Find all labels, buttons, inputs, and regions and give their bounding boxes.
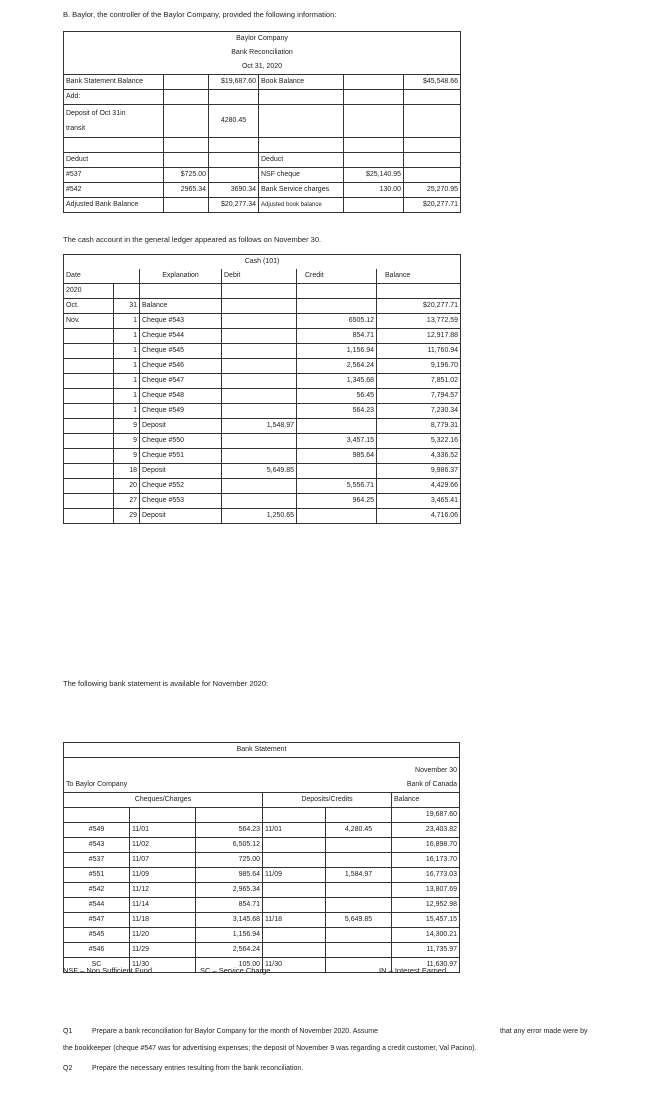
statement-deposit-amount: 5,649.85 (326, 913, 392, 928)
intro-text: B. Baylor, the controller of the Baylor Company, provided the following information: (63, 10, 337, 19)
deposits-header: Deposits/Credits (263, 793, 392, 808)
ledger-debit (222, 404, 297, 419)
bank-balance-label: Bank Statement Balance (64, 75, 164, 90)
ledger-debit (222, 314, 297, 329)
statement-row (64, 928, 460, 943)
statement-balance: 16,898.70 (392, 838, 460, 853)
ledger-debit: 1,250.65 (222, 509, 297, 524)
statement-row (64, 898, 460, 913)
ledger-row (64, 464, 461, 479)
statement-deposit-amount (326, 883, 392, 898)
ledger-credit: 1,156.94 (297, 344, 377, 359)
ledger-balance: 9,196.70 (377, 359, 461, 374)
book-balance-label: Book Balance (259, 75, 344, 90)
ledger-month (64, 344, 114, 359)
ledger-row (64, 389, 461, 404)
ledger-explanation: Cheque #550 (140, 434, 222, 449)
statement-deposit-date: 11/18 (263, 913, 326, 928)
ledger-explanation: Balance (140, 299, 222, 314)
ledger-row (64, 449, 461, 464)
statement-deposit-date (263, 838, 326, 853)
statement-balance: 14,300.21 (392, 928, 460, 943)
ledger-day: 1 (114, 389, 140, 404)
ledger-debit (222, 329, 297, 344)
ledger-debit (222, 359, 297, 374)
ledger-debit (222, 374, 297, 389)
deduct-total: 3690.34 (209, 183, 259, 198)
bank-service-amount: 130.00 (344, 183, 404, 198)
ledger-month (64, 389, 114, 404)
q1-label: Q1 (63, 1028, 73, 1035)
add-label: Add: (64, 90, 164, 105)
ledger-explanation: Cheque #546 (140, 359, 222, 374)
statement-cheque-no: #546 (64, 943, 130, 958)
ledger-day: 9 (114, 434, 140, 449)
ledger-row (64, 434, 461, 449)
statement-row (64, 943, 460, 958)
statement-row (64, 823, 460, 838)
statement-balance: 15,457.15 (392, 913, 460, 928)
ledger-explanation: Deposit (140, 509, 222, 524)
ledger-debit (222, 389, 297, 404)
ledger-day: 18 (114, 464, 140, 479)
ledger-credit: 6505.12 (297, 314, 377, 329)
statement-deposit-date: 11/30 (263, 958, 326, 973)
statement-cheque-no: #551 (64, 868, 130, 883)
ledger-month (64, 374, 114, 389)
ledger-explanation: Cheque #547 (140, 374, 222, 389)
q1-text: Prepare a bank reconciliation for Baylor Company for the month of November 2020. Assume (92, 1028, 378, 1035)
cheque-542-amount: 2965.34 (164, 183, 209, 198)
statement-cheque-no: #542 (64, 883, 130, 898)
statement-cheque-amount: 1,156.94 (196, 928, 263, 943)
ledger-day: 20 (114, 479, 140, 494)
statement-balance: 23,403.82 (392, 823, 460, 838)
cheque-537-label: #537 (64, 168, 164, 183)
ledger-debit (222, 494, 297, 509)
statement-cheque-date: 11/09 (130, 868, 196, 883)
ledger-month (64, 494, 114, 509)
statement-cheque-date: 11/07 (130, 853, 196, 868)
ledger-balance: $20,277.71 (377, 299, 461, 314)
ledger-month (64, 404, 114, 419)
ledger-balance: 9,986.37 (377, 464, 461, 479)
ledger-month (64, 464, 114, 479)
statement-cheque-date: 11/18 (130, 913, 196, 928)
statement-deposit-amount (326, 928, 392, 943)
ledger-day: 1 (114, 374, 140, 389)
statement-cheque-date: 11/14 (130, 898, 196, 913)
balance-header: Balance (392, 793, 460, 808)
ledger-credit (297, 299, 377, 314)
ledger-day: 9 (114, 449, 140, 464)
ledger-balance: 7,851.02 (377, 374, 461, 389)
statement-row (64, 913, 460, 928)
statement-recipient: To Baylor Company (64, 778, 196, 793)
ledger-month (64, 329, 114, 344)
ledger-row (64, 509, 461, 524)
ledger-month (64, 509, 114, 524)
book-balance: $45,548.66 (404, 75, 461, 90)
statement-balance: 13,807.69 (392, 883, 460, 898)
ledger-credit: 985.64 (297, 449, 377, 464)
ledger-month: Oct. (64, 299, 114, 314)
adjusted-bank-balance: $20,277.34 (209, 198, 259, 213)
statement-deposit-date (263, 883, 326, 898)
opening-balance: 19,687.60 (392, 808, 460, 823)
ledger-balance: 4,716.06 (377, 509, 461, 524)
statement-cheque-amount: 725.00 (196, 853, 263, 868)
ledger-credit: 5,556.71 (297, 479, 377, 494)
ledger-header-balance: Balance (377, 269, 461, 284)
statement-deposit-amount (326, 853, 392, 868)
ledger-credit: 854.71 (297, 329, 377, 344)
ledger-row (64, 344, 461, 359)
ledger-row (64, 314, 461, 329)
ledger-explanation: Cheque #544 (140, 329, 222, 344)
statement-deposit-date (263, 898, 326, 913)
statement-cheque-no: #543 (64, 838, 130, 853)
ledger-day: 9 (114, 419, 140, 434)
statement-cheque-amount: 3,145.68 (196, 913, 263, 928)
statement-row (64, 883, 460, 898)
ledger-header-explanation: Explanation (140, 269, 222, 284)
ledger-credit: 564.23 (297, 404, 377, 419)
ledger-credit (297, 509, 377, 524)
q1-text-right: that any error made were by (500, 1028, 588, 1035)
ledger-month (64, 434, 114, 449)
statement-cheque-no: #544 (64, 898, 130, 913)
statement-cheque-no: #545 (64, 928, 130, 943)
statement-cheque-amount: 2,965.34 (196, 883, 263, 898)
ledger-year: 2020 (64, 284, 114, 299)
nsf-label: NSF cheque (259, 168, 344, 183)
ledger-row (64, 404, 461, 419)
statement-deposit-amount: 1,584.97 (326, 868, 392, 883)
statement-cheque-amount: 105.00 (196, 958, 263, 973)
ledger-debit (222, 479, 297, 494)
ledger-title: Cash (101) (64, 255, 461, 270)
ledger-debit: 5,649.85 (222, 464, 297, 479)
statement-date: November 30 (392, 764, 460, 778)
bank-service-label: Bank Service charges (259, 183, 344, 198)
statement-cheque-date: 11/20 (130, 928, 196, 943)
ledger-balance: 13,772.59 (377, 314, 461, 329)
ledger-header-date: Date (64, 269, 140, 284)
statement-bank: Bank of Canada (392, 778, 460, 793)
ledger-day: 1 (114, 404, 140, 419)
ledger-header-credit: Credit (297, 269, 377, 284)
ledger-balance: 8,779.31 (377, 419, 461, 434)
q1-text-continued: the bookkeeper (cheque #547 was for advertising expenses; the deposit of November 9 was regarding a credit customer, Val Pacino). (63, 1045, 477, 1052)
deduct-right-label: Deduct (259, 153, 344, 168)
ledger-explanation: Cheque #548 (140, 389, 222, 404)
ledger-row (64, 494, 461, 509)
statement-cheque-date: 11/29 (130, 943, 196, 958)
ledger-explanation: Cheque #552 (140, 479, 222, 494)
ledger-explanation: Cheque #549 (140, 404, 222, 419)
statement-cheque-date: 11/02 (130, 838, 196, 853)
ledger-day: 1 (114, 314, 140, 329)
ledger-balance: 4,336.52 (377, 449, 461, 464)
ledger-debit (222, 449, 297, 464)
rec-company: Baylor Company (64, 32, 461, 47)
ledger-month (64, 359, 114, 374)
ledger-balance: 12,917.88 (377, 329, 461, 344)
ledger-balance: 7,230.34 (377, 404, 461, 419)
ledger-day: 29 (114, 509, 140, 524)
sc-note: SC – Service Charge (200, 966, 271, 975)
deposit-in-transit-label: Deposit of Oct 31in transit (64, 105, 164, 138)
cash-ledger-table (63, 254, 461, 524)
statement-balance: 16,773.03 (392, 868, 460, 883)
cheques-header: Cheques/Charges (64, 793, 263, 808)
ledger-debit (222, 299, 297, 314)
ledger-row (64, 419, 461, 434)
ledger-explanation: Deposit (140, 464, 222, 479)
ledger-row (64, 374, 461, 389)
cheque-542-label: #542 (64, 183, 164, 198)
statement-intro: The following bank statement is available for November 2020: (63, 679, 269, 688)
ledger-credit: 1,345.68 (297, 374, 377, 389)
statement-cheque-no: #547 (64, 913, 130, 928)
ledger-row (64, 329, 461, 344)
ledger-row (64, 299, 461, 314)
statement-cheque-date: 11/30 (130, 958, 196, 973)
book-deduct-total: 25,270.95 (404, 183, 461, 198)
ledger-debit: 1,548.97 (222, 419, 297, 434)
statement-balance: 11,630.97 (392, 958, 460, 973)
ledger-explanation: Cheque #543 (140, 314, 222, 329)
ledger-day: 31 (114, 299, 140, 314)
statement-deposit-amount (326, 898, 392, 913)
ledger-credit: 56.45 (297, 389, 377, 404)
ledger-day: 1 (114, 329, 140, 344)
statement-cheque-amount: 6,505.12 (196, 838, 263, 853)
ledger-balance: 11,760.94 (377, 344, 461, 359)
ledger-debit (222, 344, 297, 359)
nsf-note: NSF – Non Sufficient Fund (63, 966, 153, 975)
statement-row (64, 853, 460, 868)
statement-cheque-date: 11/01 (130, 823, 196, 838)
ledger-credit: 964.25 (297, 494, 377, 509)
bank-balance: $19,687.60 (209, 75, 259, 90)
statement-balance: 12,952.98 (392, 898, 460, 913)
statement-cheque-no: #549 (64, 823, 130, 838)
statement-deposit-date (263, 853, 326, 868)
ledger-explanation: Deposit (140, 419, 222, 434)
ledger-credit (297, 464, 377, 479)
statement-cheque-no: #537 (64, 853, 130, 868)
bank-reconciliation-table (63, 31, 461, 213)
statement-row (64, 838, 460, 853)
ledger-month (64, 419, 114, 434)
ledger-balance: 5,322.16 (377, 434, 461, 449)
bank-statement-table (63, 742, 460, 973)
deposit-in-transit-amount: 4280.45 (209, 105, 259, 138)
ledger-balance: 4,429.66 (377, 479, 461, 494)
ledger-row (64, 479, 461, 494)
statement-cheque-date: 11/12 (130, 883, 196, 898)
cheque-537-amount: $725.00 (164, 168, 209, 183)
statement-balance: 11,735.97 (392, 943, 460, 958)
ledger-balance: 3,465.41 (377, 494, 461, 509)
adjusted-book-label: Adjusted book balance (259, 198, 344, 213)
statement-deposit-date (263, 943, 326, 958)
q2-text: Prepare the necessary entries resulting from the bank reconciliation. (92, 1065, 304, 1072)
ledger-explanation: Cheque #553 (140, 494, 222, 509)
statement-cheque-amount: 854.71 (196, 898, 263, 913)
ledger-month (64, 479, 114, 494)
ledger-credit (297, 419, 377, 434)
ledger-debit (222, 434, 297, 449)
statement-deposit-amount: 4,280.45 (326, 823, 392, 838)
ledger-credit: 3,457.15 (297, 434, 377, 449)
statement-balance: 16,173.70 (392, 853, 460, 868)
statement-cheque-amount: 2,564.24 (196, 943, 263, 958)
statement-cheque-no: SC (64, 958, 130, 973)
ledger-month (64, 449, 114, 464)
adjusted-bank-label: Adjusted Bank Balance (64, 198, 164, 213)
statement-deposit-date: 11/01 (263, 823, 326, 838)
q2-label: Q2 (63, 1065, 73, 1072)
ledger-explanation: Cheque #545 (140, 344, 222, 359)
ledger-explanation: Cheque #551 (140, 449, 222, 464)
in-note: IN – Interest Earned (379, 966, 447, 975)
statement-cheque-amount: 564.23 (196, 823, 263, 838)
nsf-amount: $25,140.95 (344, 168, 404, 183)
ledger-credit: 2,564.24 (297, 359, 377, 374)
rec-date: Oct 31, 2020 (64, 60, 461, 75)
deduct-left-label: Deduct (64, 153, 164, 168)
statement-deposit-amount (326, 943, 392, 958)
ledger-row (64, 359, 461, 374)
rec-title: Bank Reconciliation (64, 46, 461, 60)
adjusted-book-balance: $20,277.71 (404, 198, 461, 213)
ledger-day: 1 (114, 359, 140, 374)
ledger-balance: 7,794.57 (377, 389, 461, 404)
statement-title: Bank Statement (64, 743, 460, 758)
ledger-day: 1 (114, 344, 140, 359)
statement-row (64, 868, 460, 883)
ledger-header-debit: Debit (222, 269, 297, 284)
ledger-day: 27 (114, 494, 140, 509)
statement-deposit-date (263, 928, 326, 943)
statement-deposit-amount (326, 838, 392, 853)
ledger-intro: The cash account in the general ledger appeared as follows on November 30. (63, 235, 322, 244)
statement-cheque-amount: 985.64 (196, 868, 263, 883)
statement-deposit-date: 11/09 (263, 868, 326, 883)
ledger-month: Nov. (64, 314, 114, 329)
